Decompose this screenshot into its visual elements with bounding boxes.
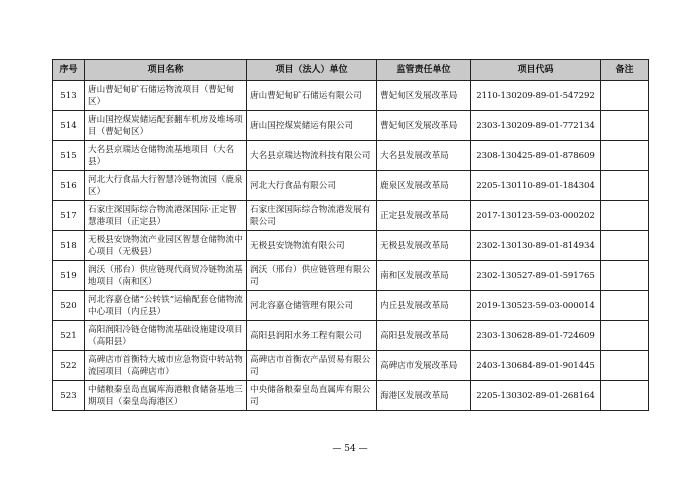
- cell-supervisor: 曹妃甸区发展改革局: [377, 111, 471, 141]
- cell-legal-unit: 河北容嘉仓储管理有限公司: [247, 291, 377, 321]
- cell-seq: 517: [53, 201, 85, 231]
- table-row: [53, 381, 649, 411]
- table-row: [53, 141, 649, 171]
- cell-seq: 518: [53, 231, 85, 261]
- cell-project-code: 2017-130123-59-03-000202: [471, 201, 601, 231]
- cell-project-name: 高碑店市首衡特大城市应急物资中转站物流园项目（高碑店市）: [85, 351, 247, 381]
- table-header-row: [53, 60, 649, 81]
- cell-remarks: [601, 201, 649, 231]
- cell-remarks: [601, 261, 649, 291]
- table-row: [53, 171, 649, 201]
- table-row: [53, 351, 649, 381]
- cell-supervisor: 正定县发展改革局: [377, 201, 471, 231]
- table-row: [53, 291, 649, 321]
- cell-remarks: [601, 81, 649, 111]
- cell-remarks: [601, 231, 649, 261]
- cell-remarks: [601, 321, 649, 351]
- table-row: [53, 81, 649, 111]
- cell-remarks: [601, 381, 649, 411]
- cell-legal-unit: 石家庄深国际综合物流港发展有限公司: [247, 201, 377, 231]
- cell-remarks: [601, 171, 649, 201]
- cell-supervisor: 内丘县发展改革局: [377, 291, 471, 321]
- header-legal-unit: 项目（法人）单位: [247, 60, 377, 81]
- cell-project-code: 2302-130130-89-01-814934: [471, 231, 601, 261]
- cell-supervisor: 无极县发展改革局: [377, 231, 471, 261]
- header-project-name: 项目名称: [85, 60, 247, 81]
- cell-remarks: [601, 111, 649, 141]
- cell-project-name: 唐山曹妃甸矿石储运物流项目（曹妃甸区）: [85, 81, 247, 111]
- cell-project-name: 河北大行食品大行智慧冷链物流园（鹿泉区）: [85, 171, 247, 201]
- cell-legal-unit: 无极县安饶物流有限公司: [247, 231, 377, 261]
- cell-supervisor: 高阳县发展改革局: [377, 321, 471, 351]
- cell-legal-unit: 高碑店市首衡农产品贸易有限公司: [247, 351, 377, 381]
- cell-project-name: 石家庄深国际综合物流港深国际·正定智慧港项目（正定县）: [85, 201, 247, 231]
- cell-seq: 513: [53, 81, 85, 111]
- cell-project-code: 2303-130209-89-01-772134: [471, 111, 601, 141]
- cell-project-name: 无极县安饶物流产业园区智慧仓储物流中心项目（无极县）: [85, 231, 247, 261]
- header-supervisor: 监管责任单位: [377, 60, 471, 81]
- cell-remarks: [601, 141, 649, 171]
- cell-project-code: 2308-130425-89-01-878609: [471, 141, 601, 171]
- cell-project-name: 润沃（邢台）供应链现代商贸冷链物流基地项目（南和区）: [85, 261, 247, 291]
- cell-seq: 521: [53, 321, 85, 351]
- table-row: [53, 321, 649, 351]
- cell-project-name: 高阳润阳冷链仓储物流基础设施建设项目（高阳县）: [85, 321, 247, 351]
- cell-project-code: 2205-130302-89-01-268164: [471, 381, 601, 411]
- cell-project-code: 2302-130527-89-01-591765: [471, 261, 601, 291]
- table-row: [53, 201, 649, 231]
- cell-seq: 514: [53, 111, 85, 141]
- table-row: [53, 111, 649, 141]
- cell-seq: 523: [53, 381, 85, 411]
- cell-supervisor: 高碑店市发展改革局: [377, 351, 471, 381]
- cell-project-code: 2303-130628-89-01-724609: [471, 321, 601, 351]
- cell-project-code: 2403-130684-89-01-901445: [471, 351, 601, 381]
- cell-seq: 516: [53, 171, 85, 201]
- cell-supervisor: 南和区发展改革局: [377, 261, 471, 291]
- header-seq: 序号: [53, 60, 85, 81]
- cell-supervisor: 曹妃甸区发展改革局: [377, 81, 471, 111]
- cell-project-name: 大名县京瑞达仓储物流基地项目（大名县）: [85, 141, 247, 171]
- cell-project-code: 2110-130209-89-01-547292: [471, 81, 601, 111]
- cell-remarks: [601, 291, 649, 321]
- cell-supervisor: 大名县发展改革局: [377, 141, 471, 171]
- cell-legal-unit: 润沃（邢台）供应链管理有限公司: [247, 261, 377, 291]
- cell-seq: 515: [53, 141, 85, 171]
- table-row: [53, 261, 649, 291]
- cell-seq: 519: [53, 261, 85, 291]
- table-row: [53, 231, 649, 261]
- project-table: [52, 59, 649, 411]
- cell-project-name: 中储粮秦皇岛直属库海港粮食储备基地三期项目（秦皇岛海港区）: [85, 381, 247, 411]
- cell-seq: 520: [53, 291, 85, 321]
- cell-legal-unit: 中央储备粮秦皇岛直属库有限公司: [247, 381, 377, 411]
- cell-legal-unit: 河北大行食品有限公司: [247, 171, 377, 201]
- table-body: [53, 81, 649, 411]
- cell-project-code: 2019-130523-59-03-000014: [471, 291, 601, 321]
- cell-remarks: [601, 351, 649, 381]
- header-project-code: 项目代码: [471, 60, 601, 81]
- cell-seq: 522: [53, 351, 85, 381]
- cell-legal-unit: 大名县京瑞达物流科技有限公司: [247, 141, 377, 171]
- cell-project-name: 河北容嘉仓储“公转铁”运输配套仓储物流中心项目（内丘县）: [85, 291, 247, 321]
- header-remarks: 备注: [601, 60, 649, 81]
- cell-supervisor: 鹿泉区发展改革局: [377, 171, 471, 201]
- cell-legal-unit: 唐山国控煤炭储运有限公司: [247, 111, 377, 141]
- cell-legal-unit: 唐山曹妃甸矿石储运有限公司: [247, 81, 377, 111]
- cell-project-code: 2205-130110-89-01-184304: [471, 171, 601, 201]
- cell-supervisor: 海港区发展改革局: [377, 381, 471, 411]
- page-number: — 54 —: [332, 444, 368, 454]
- cell-legal-unit: 高阳县润阳水务工程有限公司: [247, 321, 377, 351]
- cell-project-name: 唐山国控煤炭储运配套翻车机房及堆场项目（曹妃甸区）: [85, 111, 247, 141]
